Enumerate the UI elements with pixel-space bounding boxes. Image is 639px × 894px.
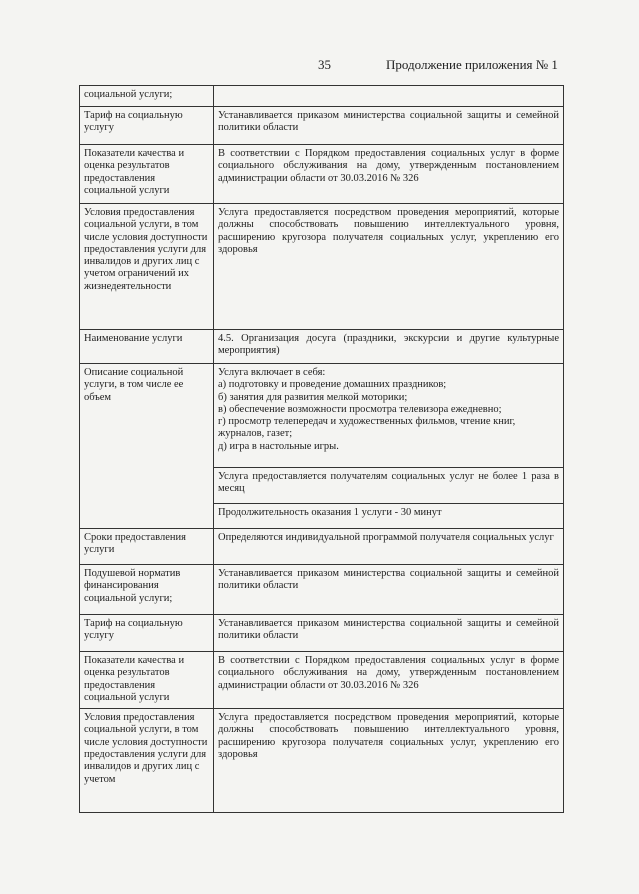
row-label: Тариф на социальную услугу	[80, 615, 214, 652]
description-line: д) игра в настольные игры.	[218, 440, 339, 452]
row-label: Условия предоставления социальной услуги, в том числе условия доступности предоставления услуги для инвалидов и других лиц с учетом ограничений их жизнедеятельности	[80, 204, 214, 330]
row-value: В соответствии с Порядком предоставления социальных услуг в форме социального обслуживания на дому, утвержденным постановлением администрации области от 30.03.2016 № 326	[214, 145, 564, 204]
description-line: б) занятия для развития мелкой моторики;	[218, 391, 408, 403]
services-table	[79, 85, 564, 813]
row-value: Устанавливается приказом министерства социальной защиты и семейной политики области	[214, 615, 564, 652]
row-label: Подушевой норматив финансирования социальной услуги;	[80, 565, 214, 615]
table-row	[80, 204, 564, 330]
page-number: 35	[318, 57, 331, 72]
table-row	[80, 529, 564, 565]
description-line: в) обеспечение возможности просмотра телевизора ежедневно;	[218, 403, 502, 415]
row-label: Условия предоставления социальной услуги, в том числе условия доступности предоставления услуги для инвалидов и других лиц с учетом	[80, 709, 214, 813]
description-line: а) подготовку и проведение домашних праздников;	[218, 379, 447, 391]
table-row	[80, 107, 564, 145]
row-value	[214, 364, 564, 468]
description-line: г) просмотр телепередач и художественных фильмов, чтение книг, журналов, газет;	[218, 416, 516, 440]
description-line: Услуга включает в себя:	[218, 367, 326, 378]
row-value: Услуга предоставляется получателям социальных услуг не более 1 раза в месяц	[214, 468, 564, 504]
row-value: Устанавливается приказом министерства социальной защиты и семейной политики области	[214, 107, 564, 145]
row-label: Описание социальной услуги, в том числе ее объем	[80, 364, 214, 529]
row-value: 4.5. Организация досуга (праздники, экскурсии и другие культурные мероприятия)	[214, 330, 564, 364]
table-row	[80, 330, 564, 364]
row-label: Наименование услуги	[80, 330, 214, 364]
table-row	[80, 652, 564, 709]
row-value: В соответствии с Порядком предоставления социальных услуг в форме социального обслуживания на дому, утвержденным постановлением администрации области от 30.03.2016 № 326	[214, 652, 564, 709]
row-label: социальной услуги;	[80, 86, 214, 107]
table-row	[80, 145, 564, 204]
table-row	[80, 86, 564, 107]
row-value	[214, 86, 564, 107]
row-value: Услуга предоставляется посредством проведения мероприятий, которые должны способствовать повышению интеллектуального уровня, расширению кругозора получателя социальных услуг, укреплению его здоровья	[214, 709, 564, 813]
table-row	[80, 565, 564, 615]
table-row	[80, 364, 564, 468]
row-label: Тариф на социальную услугу	[80, 107, 214, 145]
row-value: Определяются индивидуальной программой получателя социальных услуг	[214, 529, 564, 565]
row-value: Продолжительность оказания 1 услуги - 30 минут	[214, 504, 564, 529]
row-label: Показатели качества и оценка результатов предоставления социальной услуги	[80, 145, 214, 204]
row-value: Устанавливается приказом министерства социальной защиты и семейной политики области	[214, 565, 564, 615]
row-value: Услуга предоставляется посредством проведения мероприятий, которые должны способствовать повышению интеллектуального уровня, расширению кругозора получателя социальных услуг, укреплению его здоровья	[214, 204, 564, 330]
row-label: Показатели качества и оценка результатов предоставления социальной услуги	[80, 652, 214, 709]
table-row	[80, 615, 564, 652]
continuation-header: Продолжение приложения № 1	[386, 57, 558, 72]
row-label: Сроки предоставления услуги	[80, 529, 214, 565]
table-row	[80, 709, 564, 813]
